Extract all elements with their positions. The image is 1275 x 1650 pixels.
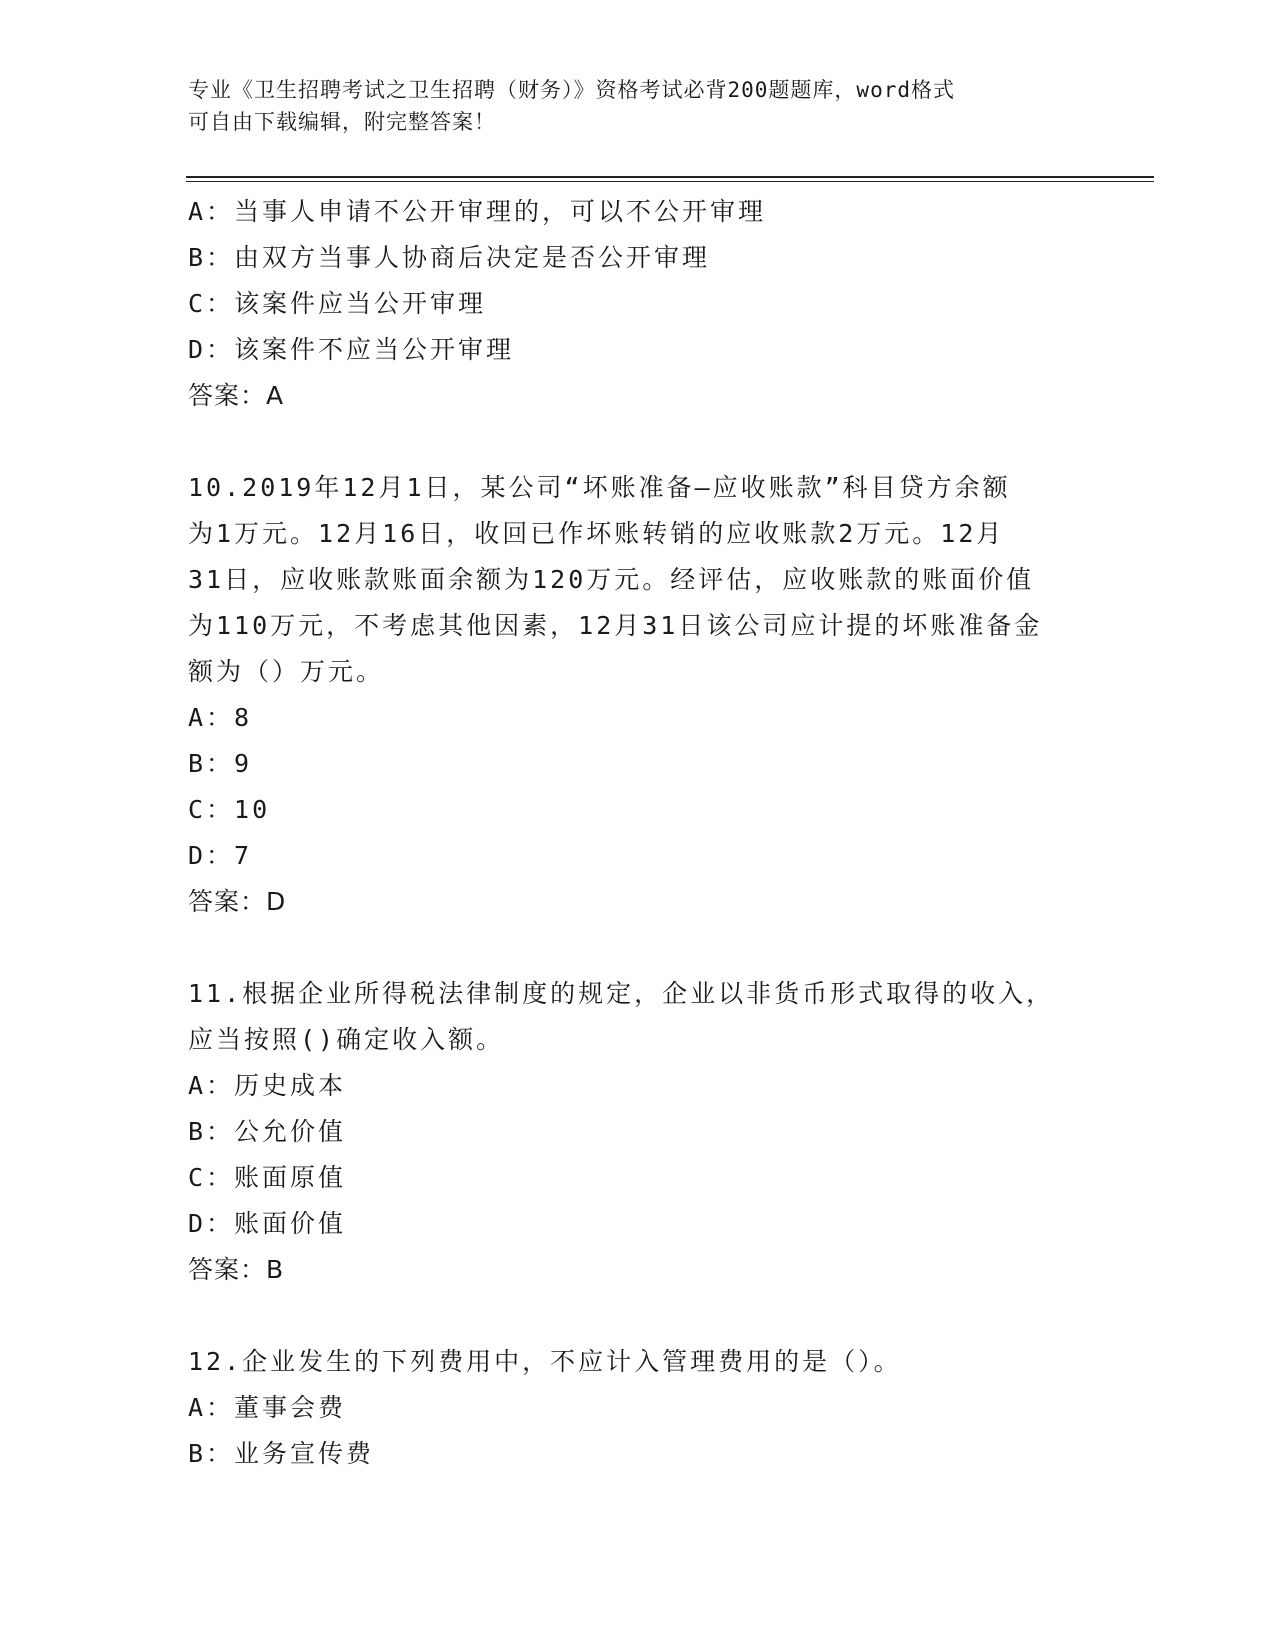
question-9: [188, 189, 1088, 419]
header-line-2: 可自由下载编辑，附完整答案！: [188, 110, 496, 134]
question-stem-line: 为110万元，不考虑其他因素，12月31日该公司应计提的坏账准备金: [188, 611, 1043, 640]
question-stem-line: 应当按照()确定收入额。: [188, 1025, 505, 1054]
question-12: [188, 1339, 1088, 1477]
option-d: D：该案件不应当公开审理: [188, 335, 515, 364]
option-a: A：8: [188, 703, 253, 732]
question-stem-line: 11.根据企业所得税法律制度的规定，企业以非货币形式取得的收入，: [188, 979, 1055, 1008]
question-stem-line: 额为（）万元。: [188, 657, 385, 686]
question-10: [188, 465, 1088, 925]
option-c: C：该案件应当公开审理: [188, 289, 487, 318]
question-stem-line: 31日，应收账款账面余额为120万元。经评估，应收账款的账面价值: [188, 565, 1035, 594]
header-divider-thick: [186, 176, 1154, 178]
answer-line: 答案：A: [188, 381, 285, 410]
option-b: B：业务宣传费: [188, 1439, 375, 1468]
option-a: A：当事人申请不公开审理的，可以不公开审理: [188, 197, 767, 226]
option-c: C：账面原值: [188, 1163, 347, 1192]
question-stem-line: 10.2019年12月1日，某公司“坏账准备—应收账款”科目贷方余额: [188, 473, 1011, 502]
question-11: [188, 971, 1088, 1293]
header-line-1: 专业《卫生招聘考试之卫生招聘（财务）》资格考试必背200题题库，word格式: [188, 78, 955, 102]
option-a: A：董事会费: [188, 1393, 347, 1422]
question-list: [188, 189, 1088, 1477]
answer-line: 答案：B: [188, 1255, 285, 1284]
option-d: D：账面价值: [188, 1209, 347, 1238]
question-stem-line: 12.企业发生的下列费用中，不应计入管理费用的是（）。: [188, 1347, 902, 1376]
document-header: [188, 74, 1068, 138]
answer-line: 答案：D: [188, 887, 287, 916]
header-divider-thin: [186, 181, 1154, 182]
option-b: B：由双方当事人协商后决定是否公开审理: [188, 243, 711, 272]
option-b: B：9: [188, 749, 253, 778]
option-a: A：历史成本: [188, 1071, 347, 1100]
question-spacer: [188, 419, 1088, 465]
option-d: D：7: [188, 841, 253, 870]
option-b: B：公允价值: [188, 1117, 347, 1146]
question-stem-line: 为1万元。12月16日，收回已作坏账转销的应收账款2万元。12月: [188, 519, 1005, 548]
option-c: C：10: [188, 795, 271, 824]
question-spacer: [188, 925, 1088, 971]
question-spacer: [188, 1293, 1088, 1339]
